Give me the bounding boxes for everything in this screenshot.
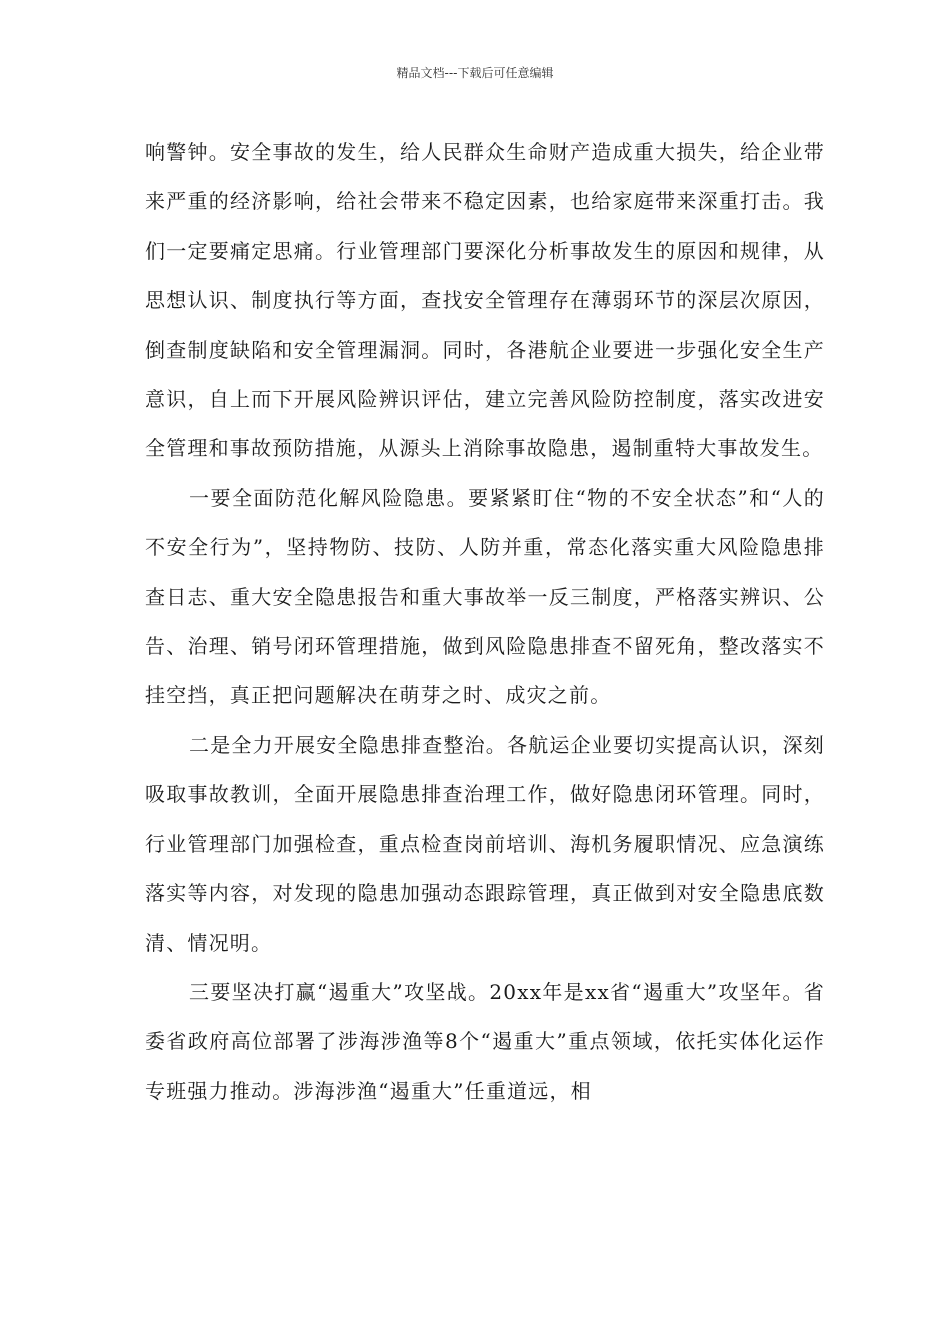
paragraph-2: 一要全面防范化解风险隐患。要紧紧盯住“物的不安全状态”和“人的不安全行为”，坚持物防、技防、人防并重，常态化落实重大风险隐患排查日志、重大安全隐患报告和重大事故举一反三制度，严格落实辨识、公告、治理、销号闭环管理措施，做到风险隐患排查不留死角，整改落实不挂空挡，真正把问题解决在萌芽之时、成灾之前。 <box>145 485 825 708</box>
document-body <box>145 128 825 1116</box>
paragraph-1: 响警钟。安全事故的发生，给人民群众生命财产造成重大损失，给企业带来严重的经济影响，给社会带来不稳定因素，也给家庭带来深重打击。我们一定要痛定思痛。行业管理部门要深化分析事故发生的原因和规律，从思想认识、制度执行等方面，查找安全管理存在薄弱环节的深层次原因，倒查制度缺陷和安全管理漏洞。同时，各港航企业要进一步强化安全生产意识，自上而下开展风险辨识评估，建立完善风险防控制度，落实改进安全管理和事故预防措施，从源头上消除事故隐患，遏制重特大事故发生。 <box>145 140 825 461</box>
page-header: 精品文档---下载后可任意编辑 <box>396 66 554 80</box>
paragraph-3: 二是全力开展安全隐患排查整治。各航运企业要切实提高认识，深刻吸取事故教训，全面开展隐患排查治理工作，做好隐患闭环管理。同时，行业管理部门加强检查，重点检查岗前培训、海机务履职情况、应急演练落实等内容，对发现的隐患加强动态跟踪管理，真正做到对安全隐患底数清、情况明。 <box>145 732 825 955</box>
paragraph-4: 三要坚决打赢“遏重大”攻坚战。20xx年是xx省“遏重大”攻坚年。省委省政府高位部署了涉海涉渔等8个“遏重大”重点领域，依托实体化运作专班强力推动。涉海涉渔“遏重大”任重道远，相 <box>145 979 825 1103</box>
